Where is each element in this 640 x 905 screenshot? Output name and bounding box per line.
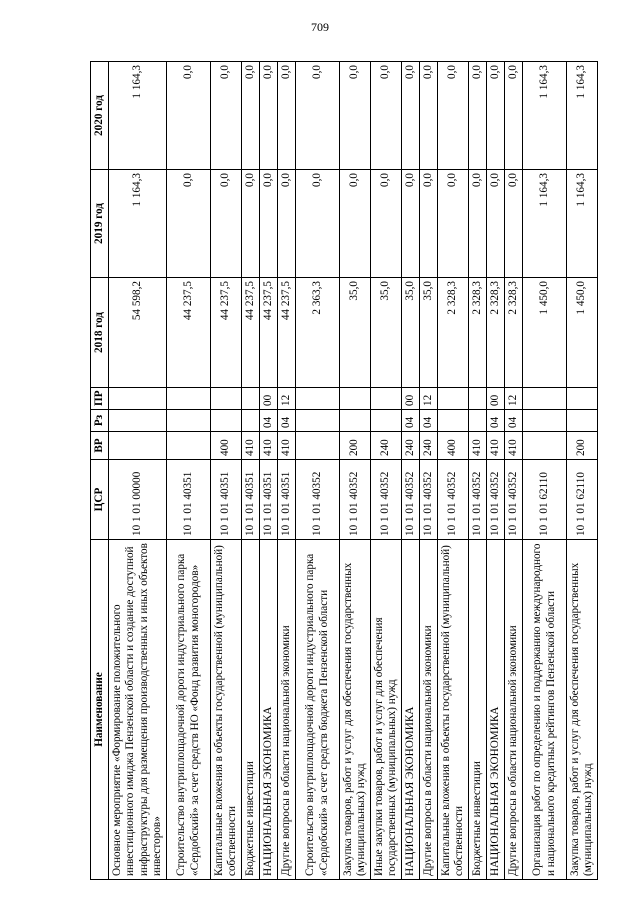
cell-rz: [469, 410, 487, 432]
cell-2020: 1 164,3: [567, 62, 598, 170]
header-rz: Рз: [91, 410, 109, 432]
cell-rz: 04: [402, 410, 420, 432]
cell-csr: 10 1 01 40351: [211, 460, 242, 540]
cell-csr: 10 1 01 40352: [371, 460, 402, 540]
cell-pr: 00: [402, 388, 420, 410]
cell-name: Закупка товаров, работ и услуг для обеспечения государственных (муниципальных) нужд: [340, 540, 371, 880]
cell-pr: [469, 388, 487, 410]
cell-2018: 44 237,5: [278, 278, 296, 388]
cell-pr: [340, 388, 371, 410]
cell-vr: [109, 432, 167, 460]
cell-csr: 10 1 01 40351: [278, 460, 296, 540]
cell-rz: [211, 410, 242, 432]
cell-pr: 12: [278, 388, 296, 410]
table-row: [340, 62, 371, 880]
cell-2019: 0,0: [420, 170, 438, 278]
table-row: [420, 62, 438, 880]
cell-name: НАЦИОНАЛЬНАЯ ЭКОНОМИКА: [402, 540, 420, 880]
header-name: Наименование: [91, 540, 109, 880]
cell-2019: 1 164,3: [109, 170, 167, 278]
cell-2020: 0,0: [242, 62, 260, 170]
cell-name: Другие вопросы в области национальной экономики: [505, 540, 523, 880]
table-row: [242, 62, 260, 880]
cell-vr: 400: [438, 432, 469, 460]
cell-2018: 1 450,0: [567, 278, 598, 388]
cell-vr: 410: [505, 432, 523, 460]
cell-2018: 44 237,5: [211, 278, 242, 388]
table-row: [487, 62, 505, 880]
rotated-table-container: [90, 62, 608, 880]
table-row: [523, 62, 567, 880]
cell-vr: [296, 432, 340, 460]
cell-2020: 0,0: [371, 62, 402, 170]
cell-vr: 240: [371, 432, 402, 460]
header-2018: 2018 год: [91, 278, 109, 388]
table-row: [109, 62, 167, 880]
cell-2019: 1 164,3: [523, 170, 567, 278]
cell-name: НАЦИОНАЛЬНАЯ ЭКОНОМИКА: [487, 540, 505, 880]
cell-pr: 00: [260, 388, 278, 410]
cell-2020: 0,0: [469, 62, 487, 170]
cell-name: Другие вопросы в области национальной экономики: [420, 540, 438, 880]
cell-2020: 0,0: [211, 62, 242, 170]
cell-2020: 0,0: [340, 62, 371, 170]
cell-2019: 0,0: [296, 170, 340, 278]
cell-rz: [523, 410, 567, 432]
cell-2019: 0,0: [371, 170, 402, 278]
cell-2020: 0,0: [167, 62, 211, 170]
cell-2018: 1 450,0: [523, 278, 567, 388]
cell-name: Капитальные вложения в объекты государственной (муниципальной) собственности: [438, 540, 469, 880]
cell-name: НАЦИОНАЛЬНАЯ ЭКОНОМИКА: [260, 540, 278, 880]
table-row: [260, 62, 278, 880]
header-vr: ВР: [91, 432, 109, 460]
cell-2018: 44 237,5: [167, 278, 211, 388]
cell-rz: [340, 410, 371, 432]
cell-vr: 410: [260, 432, 278, 460]
cell-name: Строительство внутриплощадочной дороги индустриального парка «Сердобский» за счет средств НО «Фонд развития моногородов»: [167, 540, 211, 880]
table-row: [211, 62, 242, 880]
cell-rz: [167, 410, 211, 432]
cell-vr: 200: [340, 432, 371, 460]
cell-csr: 10 1 01 40352: [505, 460, 523, 540]
cell-rz: [567, 410, 598, 432]
cell-csr: 10 1 01 00000: [109, 460, 167, 540]
cell-rz: 04: [260, 410, 278, 432]
cell-name: Закупка товаров, работ и услуг для обеспечения государственных (муниципальных) нужд: [567, 540, 598, 880]
cell-2020: 0,0: [487, 62, 505, 170]
cell-name: Бюджетные инвестиции: [469, 540, 487, 880]
table-row: [278, 62, 296, 880]
cell-csr: 10 1 01 62110: [567, 460, 598, 540]
cell-name: Бюджетные инвестиции: [242, 540, 260, 880]
cell-2018: 35,0: [420, 278, 438, 388]
cell-2019: 0,0: [487, 170, 505, 278]
cell-2020: 0,0: [505, 62, 523, 170]
cell-vr: [167, 432, 211, 460]
cell-2018: 2 328,3: [487, 278, 505, 388]
cell-2019: 0,0: [260, 170, 278, 278]
cell-name: Иные закупки товаров, работ и услуг для обеспечения государственных (муниципальных) нужд: [371, 540, 402, 880]
cell-rz: 04: [420, 410, 438, 432]
cell-2019: 0,0: [438, 170, 469, 278]
cell-2018: 2 363,3: [296, 278, 340, 388]
cell-2018: 2 328,3: [438, 278, 469, 388]
cell-pr: 00: [487, 388, 505, 410]
table-row: [469, 62, 487, 880]
cell-csr: 10 1 01 40352: [296, 460, 340, 540]
cell-vr: 410: [487, 432, 505, 460]
cell-2020: 0,0: [296, 62, 340, 170]
table-row: [371, 62, 402, 880]
cell-csr: 10 1 01 40352: [469, 460, 487, 540]
cell-pr: [211, 388, 242, 410]
cell-vr: 240: [420, 432, 438, 460]
cell-2018: 54 598,2: [109, 278, 167, 388]
table-row: [438, 62, 469, 880]
table-row: [167, 62, 211, 880]
cell-rz: 04: [505, 410, 523, 432]
cell-pr: [242, 388, 260, 410]
cell-pr: [296, 388, 340, 410]
cell-csr: 10 1 01 40351: [260, 460, 278, 540]
cell-vr: 410: [278, 432, 296, 460]
cell-pr: [371, 388, 402, 410]
cell-csr: 10 1 01 40351: [167, 460, 211, 540]
cell-2019: 0,0: [278, 170, 296, 278]
cell-csr: 10 1 01 40352: [438, 460, 469, 540]
header-pr: ПР: [91, 388, 109, 410]
cell-pr: [438, 388, 469, 410]
cell-vr: 400: [211, 432, 242, 460]
cell-2020: 0,0: [438, 62, 469, 170]
cell-2019: 0,0: [469, 170, 487, 278]
cell-pr: [109, 388, 167, 410]
cell-pr: 12: [420, 388, 438, 410]
rotated-table-area: [90, 62, 608, 880]
cell-2019: 0,0: [167, 170, 211, 278]
budget-table: [90, 61, 598, 880]
table-row: [505, 62, 523, 880]
cell-pr: [523, 388, 567, 410]
cell-2018: 35,0: [371, 278, 402, 388]
cell-2019: 0,0: [211, 170, 242, 278]
cell-rz: [296, 410, 340, 432]
cell-vr: 410: [469, 432, 487, 460]
cell-csr: 10 1 01 62110: [523, 460, 567, 540]
cell-rz: [438, 410, 469, 432]
header-2019: 2019 год: [91, 170, 109, 278]
cell-pr: [567, 388, 598, 410]
cell-2020: 0,0: [260, 62, 278, 170]
cell-name: Основное мероприятие «Формирование положительного инвестиционного имиджа Пензенской области и создание доступной инфраструктуры для размещения производственных и иных объектов инвесторов»: [109, 540, 167, 880]
cell-csr: 10 1 01 40352: [420, 460, 438, 540]
table-header-row: [91, 62, 109, 880]
table-row: [567, 62, 598, 880]
cell-2019: 0,0: [242, 170, 260, 278]
cell-name: Строительство внутриплощадочной дороги индустриального парка «Сердобский» за счет средств бюджета Пензенской области: [296, 540, 340, 880]
cell-pr: 12: [505, 388, 523, 410]
cell-vr: [523, 432, 567, 460]
cell-pr: [167, 388, 211, 410]
cell-2020: 1 164,3: [523, 62, 567, 170]
cell-2018: 2 328,3: [469, 278, 487, 388]
cell-2018: 35,0: [340, 278, 371, 388]
header-csr: ЦСР: [91, 460, 109, 540]
cell-2020: 0,0: [278, 62, 296, 170]
cell-2020: 0,0: [420, 62, 438, 170]
cell-2018: 2 328,3: [505, 278, 523, 388]
cell-2019: 0,0: [340, 170, 371, 278]
cell-csr: 10 1 01 40352: [487, 460, 505, 540]
cell-csr: 10 1 01 40352: [402, 460, 420, 540]
cell-2020: 1 164,3: [109, 62, 167, 170]
cell-vr: 200: [567, 432, 598, 460]
cell-rz: [242, 410, 260, 432]
cell-vr: 240: [402, 432, 420, 460]
table-row: [296, 62, 340, 880]
cell-csr: 10 1 01 40352: [340, 460, 371, 540]
cell-rz: [109, 410, 167, 432]
cell-rz: 04: [487, 410, 505, 432]
cell-2018: 35,0: [402, 278, 420, 388]
cell-2020: 0,0: [402, 62, 420, 170]
cell-rz: 04: [278, 410, 296, 432]
cell-2019: 0,0: [505, 170, 523, 278]
cell-name: Организация работ по определению и поддержанию международного и национального кредитных рейтингов Пензенской области: [523, 540, 567, 880]
cell-2018: 44 237,5: [260, 278, 278, 388]
table-row: [402, 62, 420, 880]
cell-2019: 0,0: [402, 170, 420, 278]
cell-vr: 410: [242, 432, 260, 460]
cell-rz: [371, 410, 402, 432]
cell-csr: 10 1 01 40351: [242, 460, 260, 540]
cell-name: Капитальные вложения в объекты государственной (муниципальной) собственности: [211, 540, 242, 880]
header-2020: 2020 год: [91, 62, 109, 170]
page-number: 709: [311, 20, 329, 34]
cell-2019: 1 164,3: [567, 170, 598, 278]
cell-2018: 44 237,5: [242, 278, 260, 388]
cell-name: Другие вопросы в области национальной экономики: [278, 540, 296, 880]
